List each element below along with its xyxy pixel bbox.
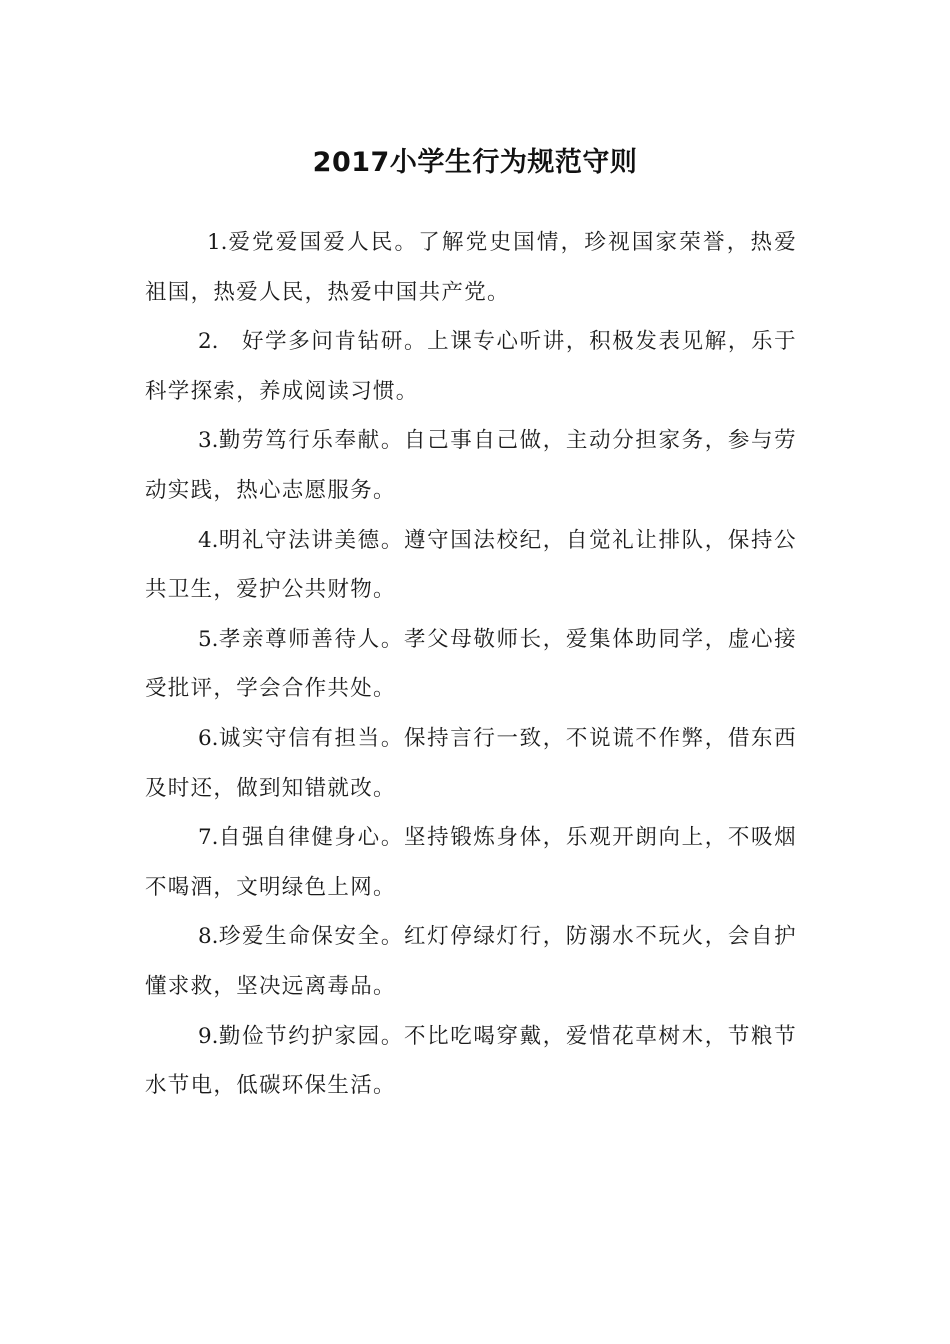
rule-number: 3. — [198, 428, 219, 454]
rule-number: 2. — [198, 329, 219, 355]
rule-item-1 — [145, 218, 797, 317]
rule-number: 6. — [198, 725, 219, 751]
rule-number: 1. — [207, 230, 228, 255]
rule-item-2 — [145, 317, 797, 416]
rule-text: 勤俭节约护家园。不比吃喝穿戴，爱惜花草树木，节粮节水节电，低碳环保生活。 — [145, 1023, 797, 1099]
rule-text: 勤劳笃行乐奉献。自己事自己做，主动分担家务，参与劳动实践，热心志愿服务。 — [145, 428, 797, 503]
rule-text: 孝亲尊师善待人。孝父母敬师长，爱集体助同学，虚心接受批评，学会合作共处。 — [145, 626, 797, 702]
rule-text: 爱党爱国爱人民。了解党史国情，珍视国家荣誉，热爱祖国，热爱人民，热爱中国共产党。 — [145, 230, 797, 305]
rule-number: 5. — [198, 626, 219, 652]
document-title: 2017小学生行为规范守则 — [312, 147, 638, 178]
rule-item-3 — [145, 416, 797, 515]
rules-list — [145, 218, 797, 1111]
rule-item-7 — [145, 813, 797, 912]
rule-number: 8. — [198, 924, 219, 950]
rule-item-8 — [145, 912, 797, 1011]
rule-number: 4. — [198, 527, 219, 553]
rule-item-9 — [145, 1012, 797, 1111]
rule-text: 明礼守法讲美德。遵守国法校纪，自觉礼让排队，保持公共卫生，爱护公共财物。 — [145, 527, 797, 603]
rule-text: 自强自律健身心。坚持锻炼身体，乐观开朗向上，不吸烟不喝酒，文明绿色上网。 — [145, 825, 797, 900]
rule-text: 好学多问肯钻研。上课专心听讲，积极发表见解，乐于科学探索，养成阅读习惯。 — [145, 329, 797, 404]
rule-text: 诚实守信有担当。保持言行一致，不说谎不作弊，借东西及时还，做到知错就改。 — [145, 725, 797, 801]
rule-number: 9. — [198, 1023, 219, 1049]
rule-number: 7. — [198, 825, 219, 851]
rule-text: 珍爱生命保安全。红灯停绿灯行，防溺水不玩火，会自护懂求救，坚决远离毒品。 — [145, 924, 797, 999]
rule-item-4 — [145, 516, 797, 615]
rule-item-6 — [145, 714, 797, 813]
rule-item-5 — [145, 615, 797, 714]
